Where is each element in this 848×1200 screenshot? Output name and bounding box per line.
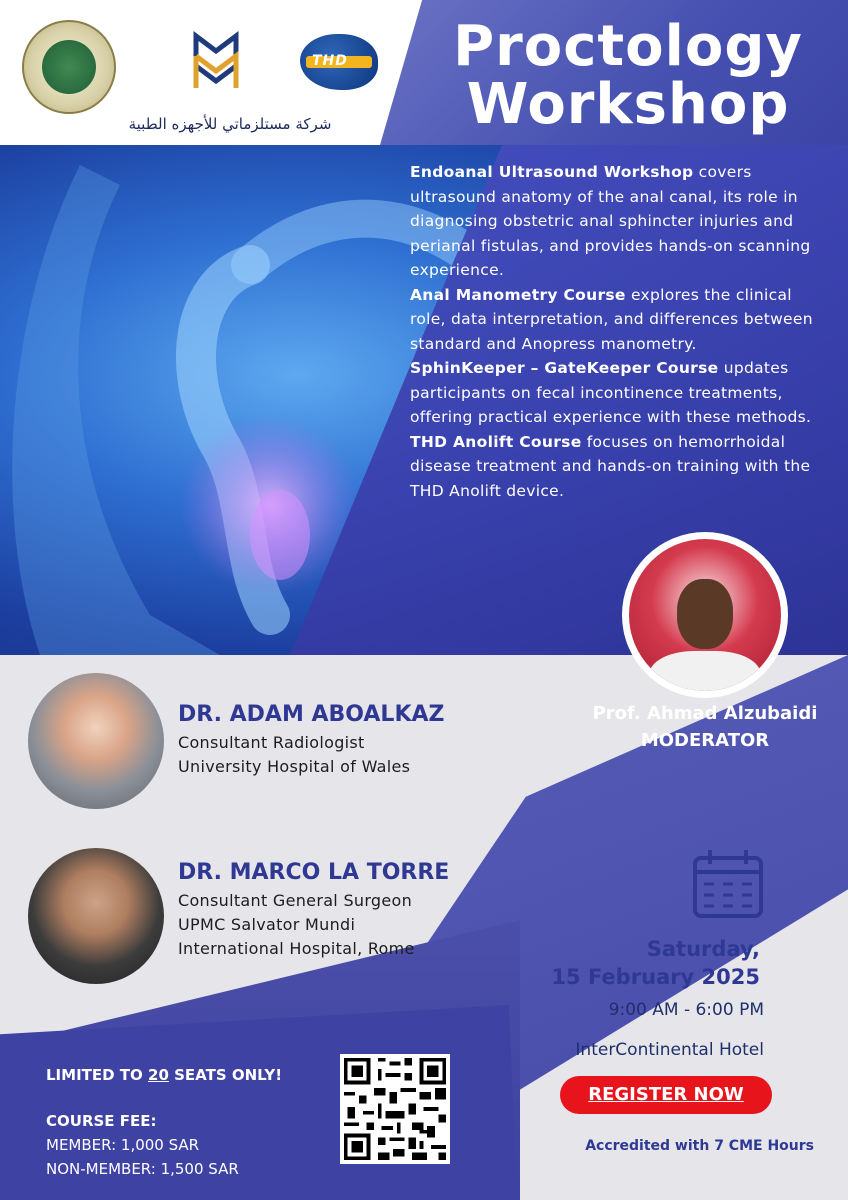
calendar-icon [692, 848, 764, 920]
course-fee-title: COURSE FEE: [46, 1112, 157, 1130]
accreditation-note: Accredited with 7 CME Hours [585, 1138, 814, 1154]
course-name: Anal Manometry Course [410, 285, 626, 304]
course-text: covers ultrasound anatomy of the anal canal, its role in diagnosing obstetric anal sphincter injuries and perianal fistulas, and provides hands-on scanning experience. [410, 163, 811, 279]
title-line-1: Proctology [453, 14, 803, 79]
society-seal-icon [22, 20, 116, 114]
moderator-photo [622, 532, 788, 698]
course-item [410, 283, 830, 357]
event-date [540, 935, 760, 991]
speaker-affiliation: University Hospital of Wales [178, 757, 411, 776]
course-name: THD Anolift Course [410, 432, 582, 451]
non-member-fee: NON-MEMBER: 1,500 SAR [46, 1160, 239, 1178]
course-item [410, 430, 830, 504]
seats-number: 20 [148, 1066, 169, 1084]
speaker-title: Consultant Radiologist [178, 733, 365, 752]
moderator-info [560, 700, 848, 754]
thd-logo-text: THD [312, 53, 348, 69]
course-text: updates participants on fecal incontinence treatments, offering practical experience with these methods. [410, 359, 812, 426]
course-item [410, 160, 830, 283]
member-fee: MEMBER: 1,000 SAR [46, 1136, 200, 1154]
moderator-role: MODERATOR [640, 730, 770, 751]
course-name: Endoanal Ultrasound Workshop [410, 163, 694, 181]
course-text: focuses on hemorrhoidal disease treatment and hands-on training with the THD Anolift device. [410, 432, 811, 500]
speaker-name: DR. MARCO LA TORRE [178, 860, 450, 885]
course-name: SphinKeeper – GateKeeper Course [410, 359, 719, 377]
company-name-arabic: شركة مستلزماتي للأجهزه الطبية [128, 115, 332, 133]
course-descriptions [410, 160, 830, 503]
qr-code-icon[interactable] [340, 1054, 450, 1164]
event-time: 9:00 AM - 6:00 PM [608, 1000, 764, 1020]
seats-prefix: LIMITED TO [46, 1066, 149, 1084]
course-item [410, 356, 830, 430]
event-day: Saturday, [646, 937, 760, 961]
seats-notice [46, 1066, 282, 1084]
speaker-affiliation: UPMC Salvator Mundi [178, 915, 356, 934]
speaker-photo [28, 673, 164, 809]
event-venue: InterContinental Hotel [575, 1040, 764, 1060]
course-text: explores the clinical role, data interpretation, and differences between standard and Anopress manometry. [410, 285, 813, 353]
mm-logo-icon [186, 26, 246, 96]
register-button[interactable]: REGISTER NOW [560, 1076, 772, 1114]
speaker-name: DR. ADAM ABOALKAZ [178, 702, 445, 727]
speaker-photo [28, 848, 164, 984]
speaker-affiliation-line-2: International Hospital, Rome [178, 939, 415, 958]
seats-suffix: SEATS ONLY! [168, 1066, 283, 1084]
title-line-2: Workshop [466, 72, 790, 137]
event-full-date: 15 February 2025 [551, 965, 760, 989]
speaker-title: Consultant General Surgeon [178, 891, 413, 910]
speaker-info [178, 702, 444, 779]
page-title [418, 14, 838, 137]
thd-logo-icon [300, 34, 378, 90]
moderator-name: Prof. Ahmad Alzubaidi [592, 703, 818, 724]
speaker-info [178, 860, 449, 961]
